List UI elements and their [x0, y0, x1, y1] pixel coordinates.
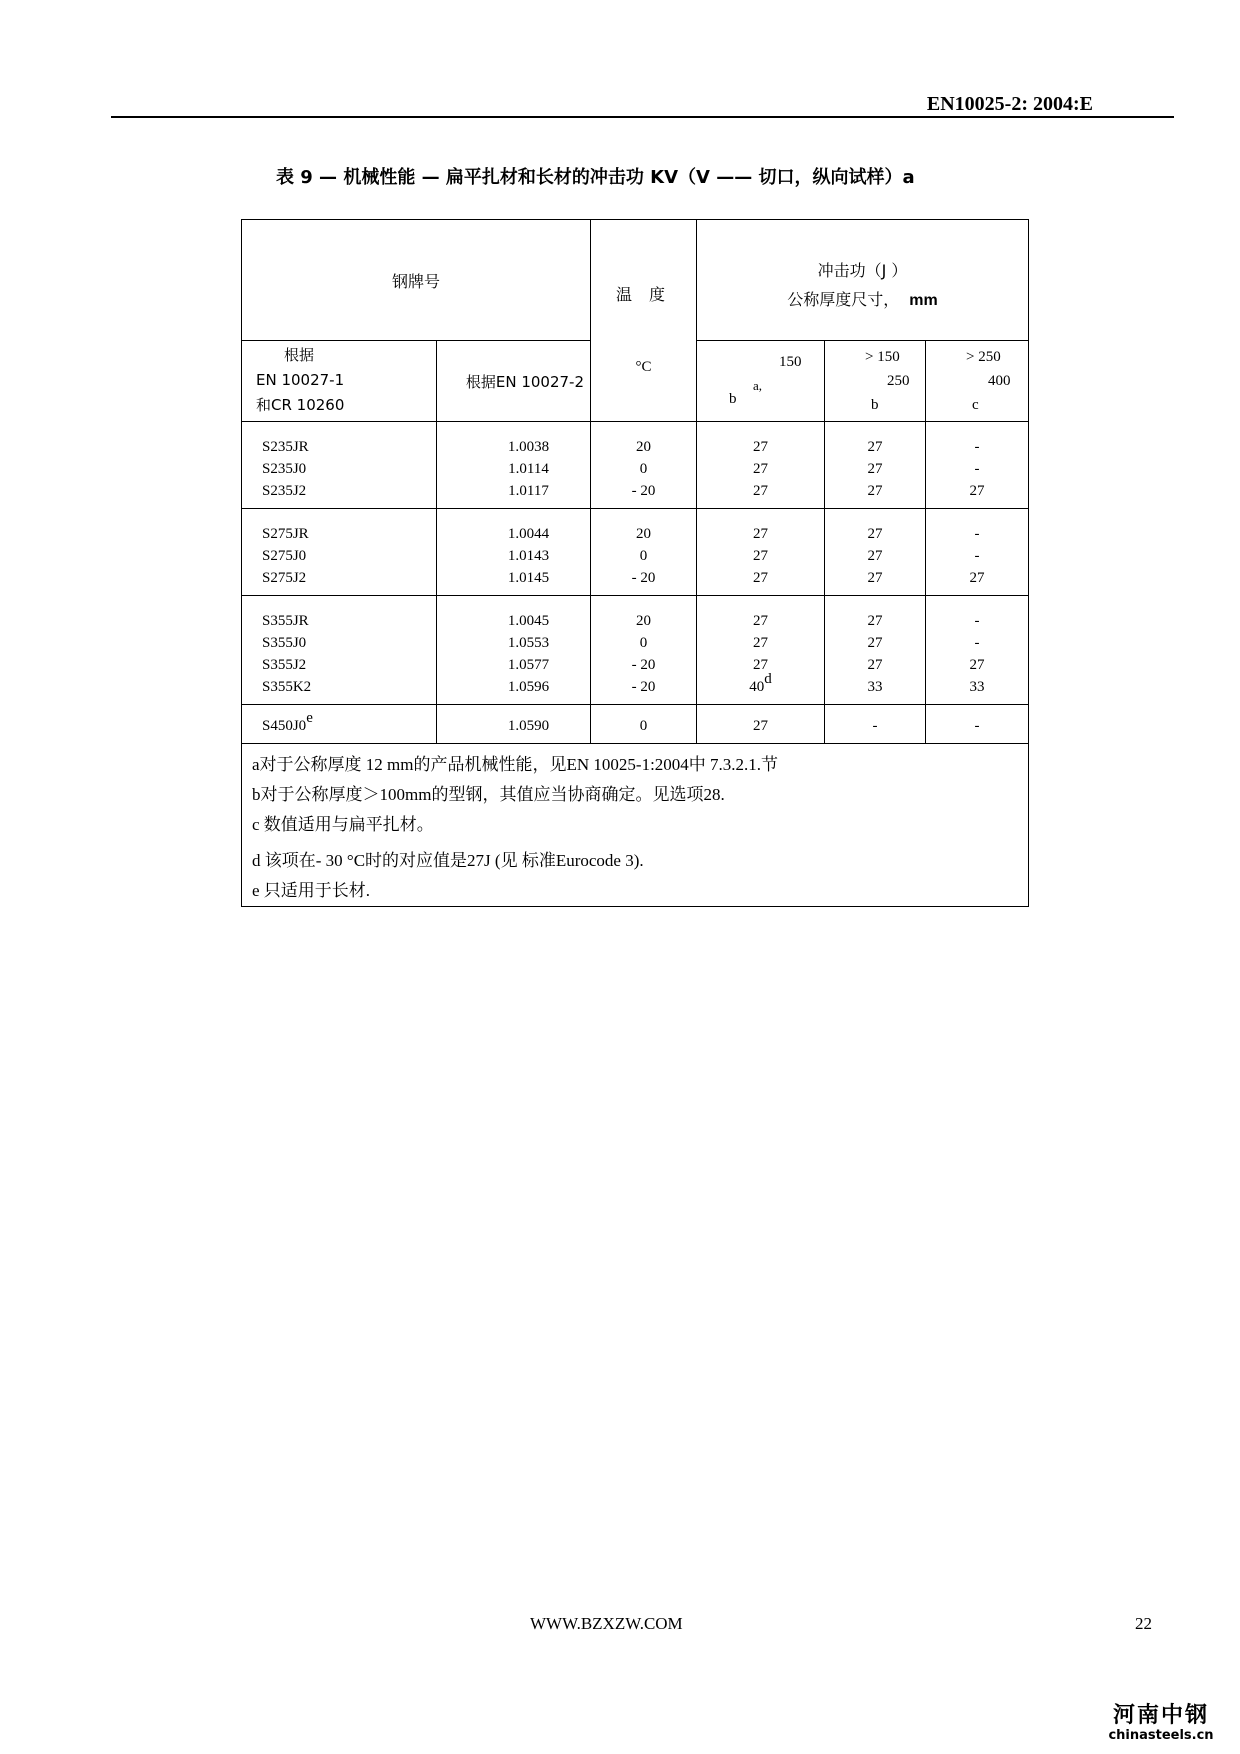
footnote-c: c 数值适用与扁平扎材。 [252, 815, 434, 834]
header-en10027-2: 根据EN 10027-2 [437, 341, 591, 422]
impact-col3-cell: - [926, 705, 1029, 744]
watermark-en: chinasteels.cn [1108, 1728, 1214, 1743]
table-title: 表 9 — 机械性能 — 扁平扎材和长材的冲击功 KV（V —— 切口，纵向试样）a [276, 167, 915, 188]
grade-cell: S355JR S355J0 S355J2 S355K2 [242, 596, 437, 705]
footnote-a: a对于公称厚度 12 mm的产品机械性能，见EN 10025-1:2004中 7.3.2.1.节 [252, 755, 779, 774]
impact-col2-cell: 27 27 27 33 [825, 596, 926, 705]
footnote-e: e 只适用于长材. [252, 881, 371, 900]
temperature-cell: 20 0 - 20 [591, 509, 697, 596]
table-row-group-s450 [242, 705, 1029, 744]
impact-col1-cell: 27 [697, 705, 825, 744]
steel-number-cell: 1.0045 1.0553 1.0577 1.0596 [437, 596, 591, 705]
header-thickness-col1: 150 a, b [697, 341, 825, 422]
header-en10027-1: 根据 EN 10027-1 和CR 10260 [242, 341, 437, 422]
steel-number-cell: 1.0038 1.0114 1.0117 [437, 422, 591, 509]
watermark-cn: 河南中钢 [1112, 1703, 1209, 1728]
impact-energy-label: 冲击功（J ） [817, 261, 908, 280]
steel-number-cell: 1.0044 1.0143 1.0145 [437, 509, 591, 596]
nominal-thickness-label: 公称厚度尺寸， mm [787, 290, 938, 309]
temperature-cell: 20 0 - 20 [591, 422, 697, 509]
impact-col1-cell: 27 27 27 [697, 422, 825, 509]
grade-cell: S235JR S235J0 S235J2 [242, 422, 437, 509]
table-footnotes [242, 744, 1029, 907]
document-id: EN10025-2: 2004:E [926, 93, 1093, 115]
table-row-group-s275 [242, 509, 1029, 596]
impact-col3-cell: - - 27 33 [926, 596, 1029, 705]
grade-cell: S275JR S275J0 S275J2 [242, 509, 437, 596]
impact-col2-cell: 27 27 27 [825, 422, 926, 509]
header-rule [111, 116, 1174, 118]
impact-energy-table [241, 219, 1029, 907]
thickness-unit: mm [909, 292, 938, 309]
header-thickness-col3: > 250 400 c [926, 341, 1029, 422]
impact-col2-cell: 27 27 27 [825, 509, 926, 596]
footnote-d-marker: d [764, 671, 772, 687]
temperature-cell: 0 [591, 705, 697, 744]
temperature-label: 温 度 [615, 285, 672, 304]
footnote-d: d 该项在- 30 °C时的对应值是27J (见 标准Eurocode 3). [252, 851, 644, 870]
table-row-group-s235 [242, 422, 1029, 509]
temperature-cell: 20 0 - 20 - 20 [591, 596, 697, 705]
grade-cell: S450J0e [242, 705, 437, 744]
impact-col2-cell: - [825, 705, 926, 744]
footnote-b: b对于公称厚度＞100mm的型钢，其值应当协商确定。见选项28. [252, 785, 725, 804]
impact-col3-cell: - - 27 [926, 509, 1029, 596]
watermark-logo [1086, 1704, 1236, 1744]
header-impact-energy [697, 220, 1029, 341]
impact-col3-cell: - - 27 [926, 422, 1029, 509]
footnote-e-marker: e [306, 710, 313, 726]
header-steel-designation: 钢牌号 [242, 220, 591, 341]
impact-col1-cell: 27 27 27 [697, 509, 825, 596]
steel-number-cell: 1.0590 [437, 705, 591, 744]
impact-col1-cell: 27 27 27 40d [697, 596, 825, 705]
table-row-group-s355 [242, 596, 1029, 705]
footer-url: WWW.BZXZW.COM [530, 1614, 683, 1633]
header-thickness-col2: > 150 250 b [825, 341, 926, 422]
temperature-unit: °C [635, 359, 652, 375]
page-number: 22 [1135, 1614, 1152, 1633]
header-temperature [591, 220, 697, 422]
